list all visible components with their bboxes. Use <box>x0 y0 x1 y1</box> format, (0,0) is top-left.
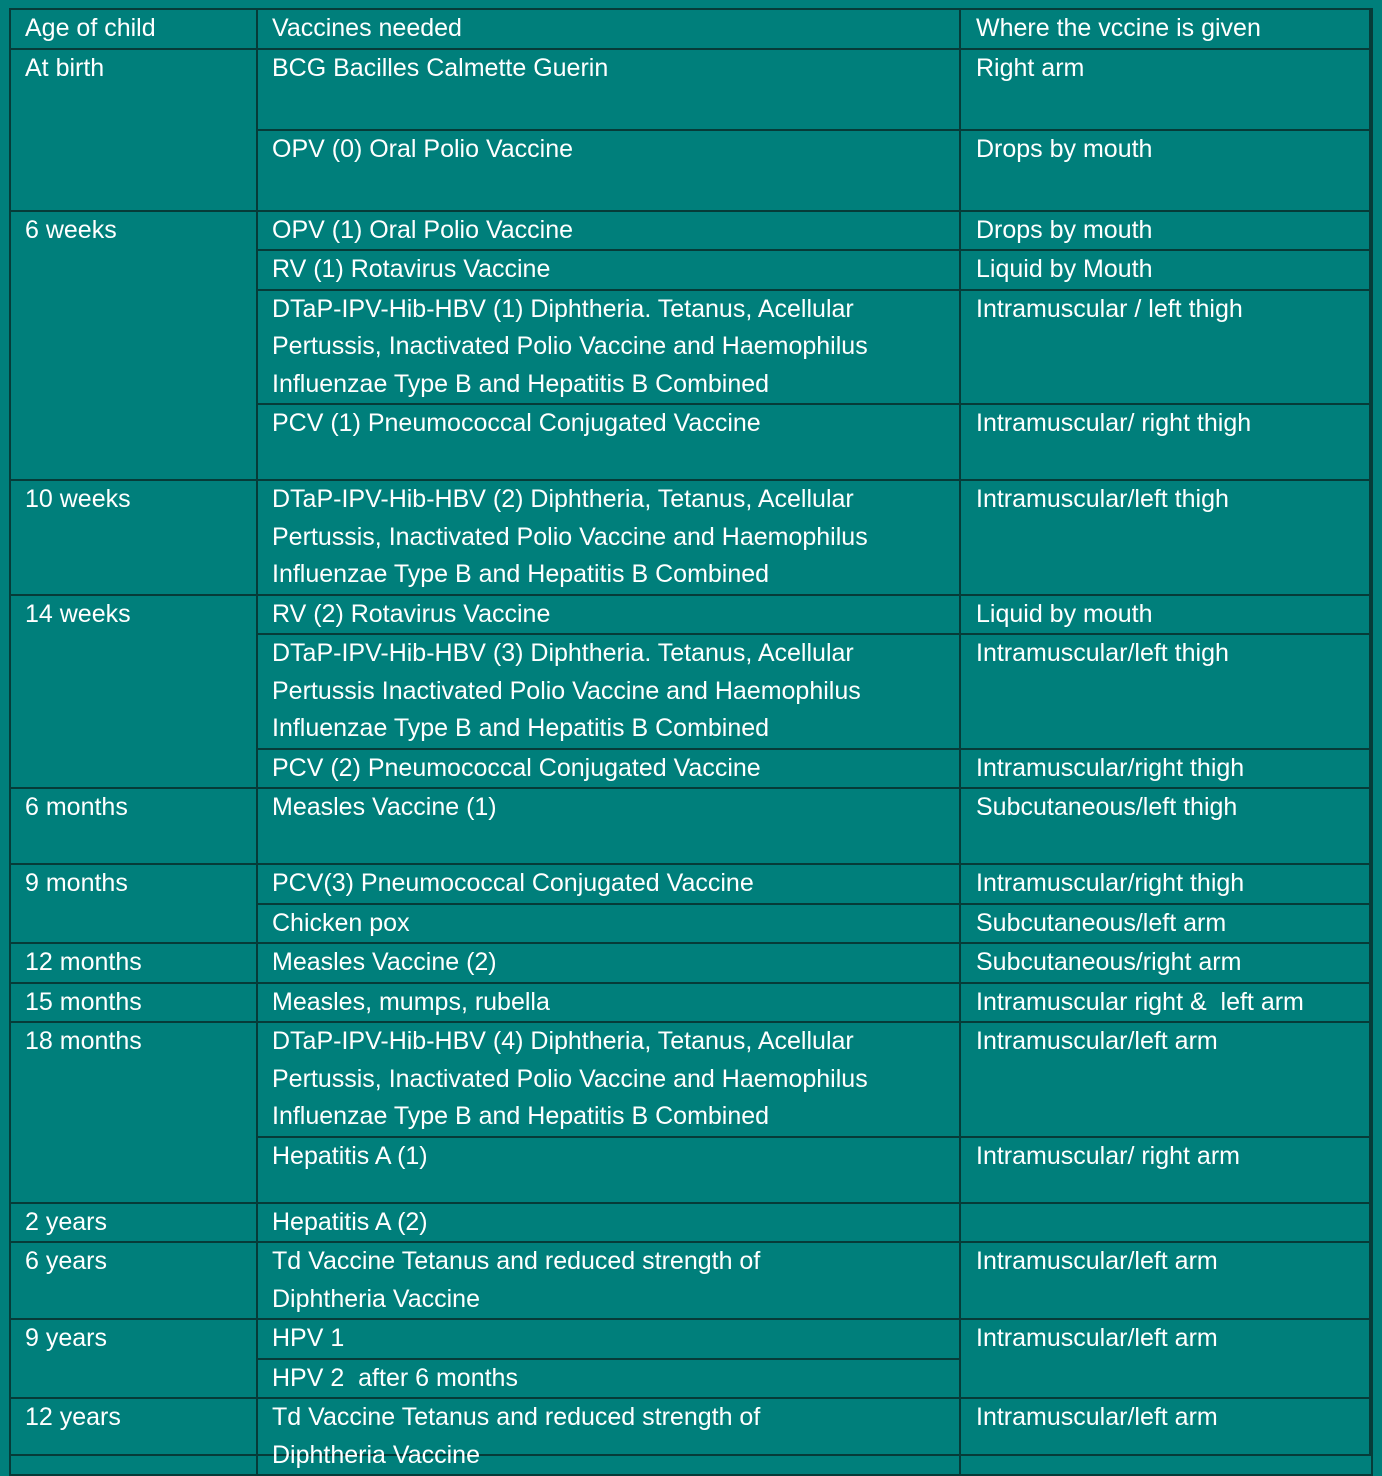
where-cell <box>960 1203 1372 1243</box>
table-row <box>10 480 1372 595</box>
vaccine-cell: Td Vaccine Tetanus and reduced strength of Diphtheria Vaccine <box>257 1242 960 1319</box>
age-cell: 2 years <box>10 1203 257 1243</box>
header-row <box>10 9 1372 49</box>
age-cell: 10 weeks <box>10 480 257 595</box>
table-row <box>10 943 1372 983</box>
vaccine-cell: Measles Vaccine (2) <box>257 943 960 983</box>
table-row <box>10 1242 1372 1319</box>
header-age: Age of child <box>10 9 257 49</box>
age-cell: 14 weeks <box>10 595 257 789</box>
header-vaccines: Vaccines needed <box>257 9 960 49</box>
where-cell: Intramuscular right & left arm <box>960 983 1372 1023</box>
where-cell: Intramuscular/left arm <box>960 1022 1372 1137</box>
age-cell: 6 months <box>10 788 257 864</box>
vaccine-cell: DTaP-IPV-Hib-HBV (3) Diphtheria. Tetanus, Acellular Pertussis Inactivated Polio Vaccine and Haemophilus Influenzae Type B and Hepatitis B Combined <box>257 634 960 749</box>
vaccine-cell: Td Vaccine Tetanus and reduced strength of Diphtheria Vaccine <box>257 1398 960 1475</box>
age-cell: 15 months <box>10 983 257 1023</box>
vaccine-cell: BCG Bacilles Calmette Guerin <box>257 49 960 130</box>
table-row <box>10 1398 1372 1475</box>
age-cell: 12 years <box>10 1398 257 1475</box>
where-cell: Intramuscular/left arm <box>960 1242 1372 1319</box>
where-cell: Intramuscular/left thigh <box>960 480 1372 595</box>
where-cell: Intramuscular/ right arm <box>960 1137 1372 1203</box>
vaccine-cell: Hepatitis A (1) <box>257 1137 960 1203</box>
where-cell: Drops by mouth <box>960 211 1372 251</box>
vaccine-cell: OPV (0) Oral Polio Vaccine <box>257 130 960 211</box>
age-cell: 6 years <box>10 1242 257 1319</box>
vaccine-cell: Hepatitis A (2) <box>257 1203 960 1243</box>
vaccine-cell: DTaP-IPV-Hib-HBV (2) Diphtheria, Tetanus, Acellular Pertussis, Inactivated Polio Vaccine and Haemophilus Influenzae Type B and Hepatitis B Combined <box>257 480 960 595</box>
table-row <box>10 211 1372 251</box>
vaccine-cell: Measles, mumps, rubella <box>257 983 960 1023</box>
vaccine-cell: DTaP-IPV-Hib-HBV (1) Diphtheria. Tetanus, Acellular Pertussis, Inactivated Polio Vaccine and Haemophilus Influenzae Type B and Hepatitis B Combined <box>257 290 960 405</box>
table-row <box>10 49 1372 130</box>
table-row <box>10 1319 1372 1359</box>
vaccination-schedule-table <box>9 8 1373 1476</box>
where-cell: Right arm <box>960 49 1372 130</box>
where-cell: Subcutaneous/left thigh <box>960 788 1372 864</box>
age-cell: 9 years <box>10 1319 257 1398</box>
where-cell: Subcutaneous/right arm <box>960 943 1372 983</box>
vaccine-cell: Chicken pox <box>257 904 960 944</box>
age-cell: 18 months <box>10 1022 257 1203</box>
where-cell: Liquid by mouth <box>960 595 1372 635</box>
where-cell: Intramuscular/left thigh <box>960 634 1372 749</box>
table-row <box>10 864 1372 904</box>
vaccine-cell: HPV 1 <box>257 1319 960 1359</box>
table-row <box>10 1022 1372 1137</box>
age-cell: At birth <box>10 49 257 211</box>
age-cell: 6 weeks <box>10 211 257 481</box>
where-cell: Intramuscular/right thigh <box>960 864 1372 904</box>
vaccine-cell: Measles Vaccine (1) <box>257 788 960 864</box>
header-where: Where the vccine is given <box>960 9 1372 49</box>
where-cell: Drops by mouth <box>960 130 1372 211</box>
vaccine-cell: RV (2) Rotavirus Vaccine <box>257 595 960 635</box>
where-cell: Intramuscular/left arm <box>960 1319 1372 1398</box>
where-cell: Intramuscular / left thigh <box>960 290 1372 405</box>
table-row <box>10 983 1372 1023</box>
vaccine-cell: OPV (1) Oral Polio Vaccine <box>257 211 960 251</box>
vaccine-cell: PCV (1) Pneumococcal Conjugated Vaccine <box>257 404 960 480</box>
where-cell: Intramuscular/right thigh <box>960 749 1372 789</box>
where-cell: Intramuscular/left arm <box>960 1398 1372 1475</box>
vaccine-cell: PCV (2) Pneumococcal Conjugated Vaccine <box>257 749 960 789</box>
vaccine-cell: RV (1) Rotavirus Vaccine <box>257 250 960 290</box>
table-row <box>10 1203 1372 1243</box>
where-cell: Liquid by Mouth <box>960 250 1372 290</box>
where-cell: Intramuscular/ right thigh <box>960 404 1372 480</box>
age-cell: 12 months <box>10 943 257 983</box>
table-row <box>10 595 1372 635</box>
table-row <box>10 788 1372 864</box>
vaccine-cell: PCV(3) Pneumococcal Conjugated Vaccine <box>257 864 960 904</box>
age-cell: 9 months <box>10 864 257 943</box>
where-cell: Subcutaneous/left arm <box>960 904 1372 944</box>
vaccine-cell: HPV 2 after 6 months <box>257 1359 960 1399</box>
vaccine-cell: DTaP-IPV-Hib-HBV (4) Diphtheria, Tetanus, Acellular Pertussis, Inactivated Polio Vaccine and Haemophilus Influenzae Type B and Hepatitis B Combined <box>257 1022 960 1137</box>
